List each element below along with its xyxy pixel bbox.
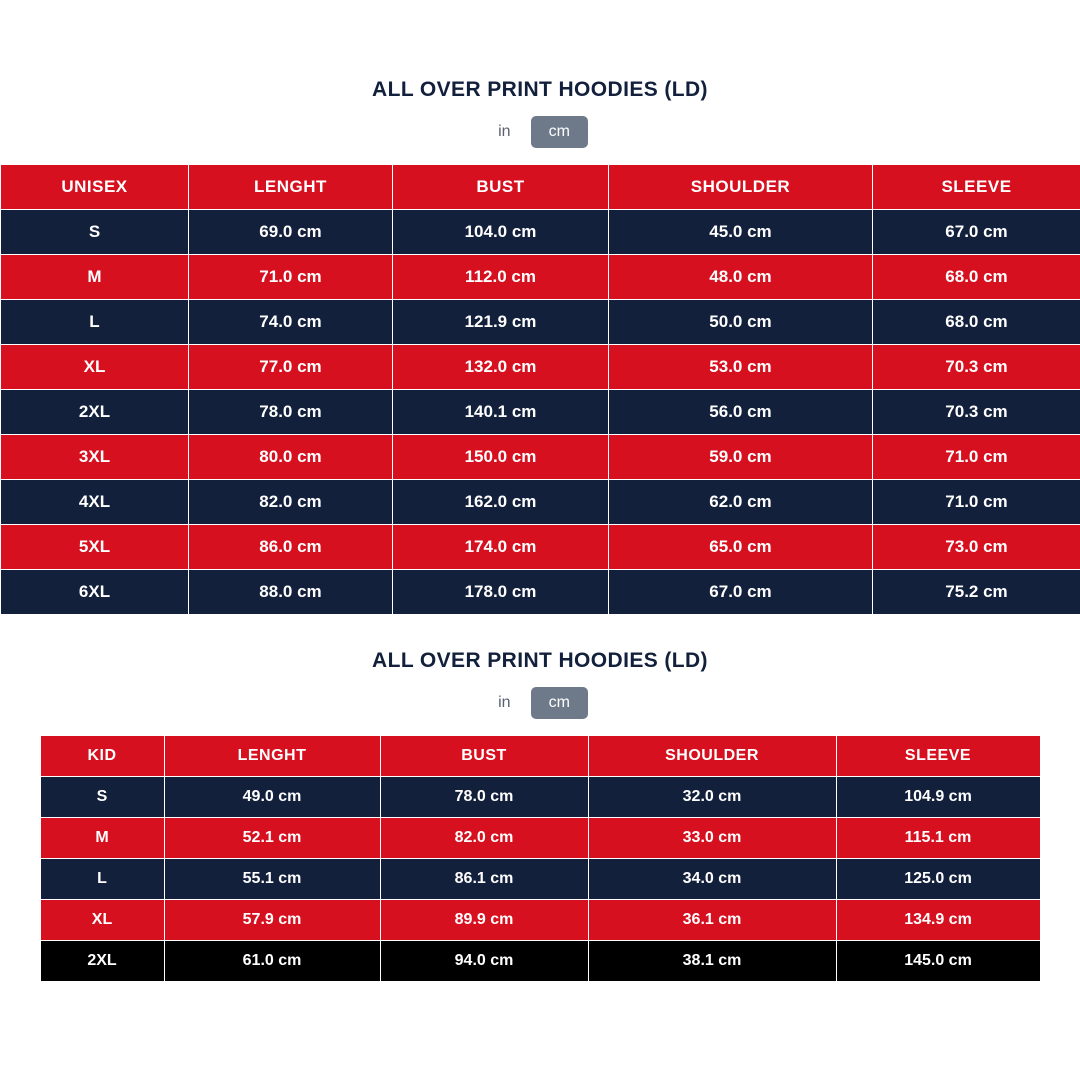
- cell-size: 4XL: [1, 480, 189, 525]
- cell-shoulder: 62.0 cm: [609, 480, 873, 525]
- cell-shoulder: 38.1 cm: [588, 941, 836, 982]
- table-row: [40, 900, 1040, 941]
- cell-lenght: 52.1 cm: [164, 818, 380, 859]
- cell-size: L: [1, 300, 189, 345]
- cell-size: 2XL: [1, 390, 189, 435]
- table-row: [1, 300, 1080, 345]
- cell-sleeve: 73.0 cm: [873, 525, 1080, 570]
- column-header-unisex: UNISEX: [1, 165, 189, 210]
- unit-option-cm[interactable]: cm: [531, 116, 588, 148]
- cell-size: M: [40, 818, 164, 859]
- cell-lenght: 80.0 cm: [189, 435, 393, 480]
- table-row: [1, 255, 1080, 300]
- cell-shoulder: 36.1 cm: [588, 900, 836, 941]
- cell-sleeve: 68.0 cm: [873, 300, 1080, 345]
- column-header-shoulder: SHOULDER: [609, 165, 873, 210]
- page-title-kid: ALL OVER PRINT HOODIES (LD): [372, 649, 708, 672]
- cell-size: M: [1, 255, 189, 300]
- cell-lenght: 88.0 cm: [189, 570, 393, 615]
- unit-toggle-kid[interactable]: [0, 687, 1080, 719]
- cell-lenght: 71.0 cm: [189, 255, 393, 300]
- cell-shoulder: 45.0 cm: [609, 210, 873, 255]
- column-header-bust: BUST: [393, 165, 609, 210]
- cell-size: 2XL: [40, 941, 164, 982]
- cell-size: XL: [40, 900, 164, 941]
- cell-size: S: [40, 777, 164, 818]
- column-header-lenght: LENGHT: [164, 736, 380, 777]
- cell-shoulder: 65.0 cm: [609, 525, 873, 570]
- column-header-sleeve: SLEEVE: [836, 736, 1040, 777]
- cell-bust: 132.0 cm: [393, 345, 609, 390]
- cell-sleeve: 75.2 cm: [873, 570, 1080, 615]
- cell-bust: 82.0 cm: [380, 818, 588, 859]
- size-table-unisex: [0, 164, 1080, 615]
- cell-size: L: [40, 859, 164, 900]
- cell-bust: 86.1 cm: [380, 859, 588, 900]
- table-header-row: [40, 736, 1040, 777]
- cell-lenght: 74.0 cm: [189, 300, 393, 345]
- table-row: [1, 345, 1080, 390]
- cell-lenght: 86.0 cm: [189, 525, 393, 570]
- cell-bust: 78.0 cm: [380, 777, 588, 818]
- table-header-row: [1, 165, 1080, 210]
- unit-option-inches[interactable]: in: [498, 123, 511, 140]
- cell-shoulder: 34.0 cm: [588, 859, 836, 900]
- cell-sleeve: 68.0 cm: [873, 255, 1080, 300]
- cell-bust: 89.9 cm: [380, 900, 588, 941]
- cell-bust: 174.0 cm: [393, 525, 609, 570]
- table-row: [1, 390, 1080, 435]
- size-chart-block-kid: [0, 645, 1080, 982]
- cell-bust: 162.0 cm: [393, 480, 609, 525]
- table-row: [40, 777, 1040, 818]
- cell-sleeve: 125.0 cm: [836, 859, 1040, 900]
- cell-bust: 121.9 cm: [393, 300, 609, 345]
- cell-lenght: 69.0 cm: [189, 210, 393, 255]
- cell-shoulder: 53.0 cm: [609, 345, 873, 390]
- unit-option-cm[interactable]: cm: [531, 687, 588, 719]
- unit-toggle-unisex[interactable]: [0, 116, 1080, 148]
- cell-bust: 94.0 cm: [380, 941, 588, 982]
- table-row: [1, 525, 1080, 570]
- cell-bust: 140.1 cm: [393, 390, 609, 435]
- block-spacer: [0, 615, 1080, 645]
- table-row: [1, 210, 1080, 255]
- cell-bust: 150.0 cm: [393, 435, 609, 480]
- cell-bust: 112.0 cm: [393, 255, 609, 300]
- table-row: [40, 859, 1040, 900]
- cell-bust: 178.0 cm: [393, 570, 609, 615]
- cell-sleeve: 71.0 cm: [873, 435, 1080, 480]
- cell-size: 6XL: [1, 570, 189, 615]
- cell-lenght: 49.0 cm: [164, 777, 380, 818]
- cell-sleeve: 71.0 cm: [873, 480, 1080, 525]
- cell-lenght: 55.1 cm: [164, 859, 380, 900]
- cell-lenght: 78.0 cm: [189, 390, 393, 435]
- table-row: [1, 435, 1080, 480]
- table-row: [40, 818, 1040, 859]
- cell-size: S: [1, 210, 189, 255]
- top-spacer: [0, 0, 1080, 74]
- cell-shoulder: 33.0 cm: [588, 818, 836, 859]
- table-row: [40, 941, 1040, 982]
- cell-sleeve: 134.9 cm: [836, 900, 1040, 941]
- column-header-bust: BUST: [380, 736, 588, 777]
- cell-shoulder: 48.0 cm: [609, 255, 873, 300]
- cell-shoulder: 59.0 cm: [609, 435, 873, 480]
- cell-shoulder: 67.0 cm: [609, 570, 873, 615]
- cell-bust: 104.0 cm: [393, 210, 609, 255]
- cell-size: 5XL: [1, 525, 189, 570]
- table-row: [1, 570, 1080, 615]
- cell-sleeve: 145.0 cm: [836, 941, 1040, 982]
- cell-shoulder: 56.0 cm: [609, 390, 873, 435]
- size-chart-block-unisex: [0, 74, 1080, 615]
- cell-lenght: 77.0 cm: [189, 345, 393, 390]
- column-header-sleeve: SLEEVE: [873, 165, 1080, 210]
- table-row: [1, 480, 1080, 525]
- unit-option-inches[interactable]: in: [498, 694, 511, 711]
- cell-sleeve: 70.3 cm: [873, 345, 1080, 390]
- size-table-kid: [40, 735, 1041, 982]
- cell-shoulder: 50.0 cm: [609, 300, 873, 345]
- cell-lenght: 82.0 cm: [189, 480, 393, 525]
- cell-sleeve: 104.9 cm: [836, 777, 1040, 818]
- column-header-kid: KID: [40, 736, 164, 777]
- column-header-shoulder: SHOULDER: [588, 736, 836, 777]
- column-header-lenght: LENGHT: [189, 165, 393, 210]
- cell-sleeve: 67.0 cm: [873, 210, 1080, 255]
- cell-sleeve: 70.3 cm: [873, 390, 1080, 435]
- page-title-unisex: ALL OVER PRINT HOODIES (LD): [372, 78, 708, 101]
- cell-shoulder: 32.0 cm: [588, 777, 836, 818]
- cell-sleeve: 115.1 cm: [836, 818, 1040, 859]
- cell-lenght: 57.9 cm: [164, 900, 380, 941]
- cell-size: 3XL: [1, 435, 189, 480]
- cell-lenght: 61.0 cm: [164, 941, 380, 982]
- cell-size: XL: [1, 345, 189, 390]
